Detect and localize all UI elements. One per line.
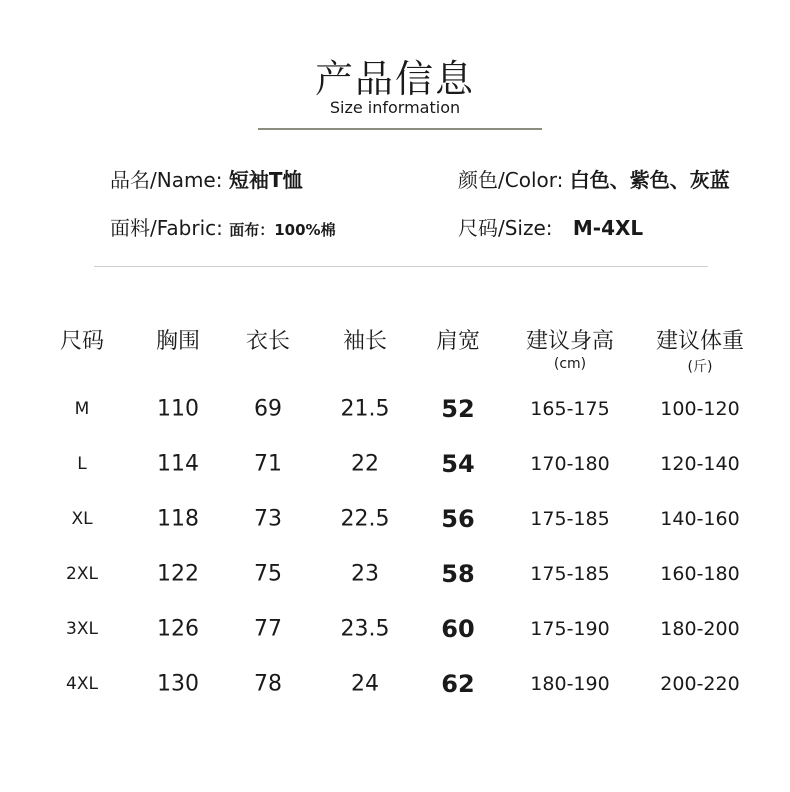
table-cell: 180-200	[660, 618, 740, 640]
table-cell: 2XL	[66, 564, 98, 584]
column-header: 胸围	[155, 329, 201, 354]
table-cell: 73	[254, 506, 282, 532]
table-cell: 78	[254, 671, 282, 697]
table-cell: 69	[254, 396, 282, 422]
table-cell: 75	[254, 561, 282, 587]
table-cell: 21.5	[340, 396, 390, 422]
table-cell: 52	[441, 395, 475, 423]
info-size-label: 尺码/Size:	[458, 216, 553, 240]
table-cell: 175-190	[530, 618, 610, 640]
title-divider	[258, 128, 542, 130]
table-cell: 77	[254, 616, 282, 642]
table-cell: 23.5	[340, 616, 390, 642]
page-subtitle: Size information	[329, 98, 461, 117]
table-cell: 24	[351, 671, 379, 697]
table-cell: 114	[157, 451, 199, 477]
info-fabric-value: 面布：100%棉	[229, 221, 336, 239]
table-cell: 54	[441, 450, 475, 478]
info-color-label: 颜色/Color:	[458, 168, 564, 192]
column-header: 尺码	[59, 329, 105, 354]
table-cell: 140-160	[660, 508, 740, 530]
column-header: 建议身高	[525, 329, 615, 354]
table-cell: 175-185	[530, 508, 610, 530]
table-cell: 62	[441, 670, 475, 698]
column-header: 袖长	[342, 329, 388, 354]
column-unit: (斤)	[687, 359, 713, 375]
info-color-value: 白色、紫色、灰蓝	[569, 168, 730, 192]
table-cell: 160-180	[660, 563, 740, 585]
table-cell: 175-185	[530, 563, 610, 585]
table-cell: 56	[441, 505, 475, 533]
page-title: 产品信息	[314, 57, 475, 101]
table-cell: 58	[441, 560, 475, 588]
info-size	[458, 212, 643, 241]
table-cell: 3XL	[66, 619, 98, 639]
table-cell: 22	[351, 451, 379, 477]
table-cell: 165-175	[530, 398, 610, 420]
table-cell: 110	[157, 396, 199, 422]
column-header: 建议体重	[655, 329, 745, 354]
table-cell: 4XL	[66, 674, 98, 694]
table-cell: 200-220	[660, 673, 740, 695]
info-name	[110, 164, 303, 193]
info-name-value: 短袖T恤	[228, 168, 303, 192]
table-cell: 22.5	[340, 506, 390, 532]
table-cell: 120-140	[660, 453, 740, 475]
column-header: 衣长	[245, 329, 291, 354]
info-name-label: 品名/Name:	[110, 168, 223, 192]
table-cell: 170-180	[530, 453, 610, 475]
table-cell: 180-190	[530, 673, 610, 695]
table-cell: 100-120	[660, 398, 740, 420]
info-size-value: M-4XL	[572, 216, 644, 240]
info-fabric-label: 面料/Fabric:	[110, 216, 223, 240]
table-cell: M	[74, 399, 90, 419]
table-cell: 126	[157, 616, 199, 642]
table-cell: 122	[157, 561, 199, 587]
table-cell: 23	[351, 561, 379, 587]
column-unit: (cm)	[553, 356, 587, 372]
table-cell: 71	[254, 451, 282, 477]
table-cell: 130	[157, 671, 199, 697]
column-header: 肩宽	[435, 329, 481, 354]
info-divider	[94, 266, 708, 267]
info-color	[458, 164, 730, 193]
table-cell: L	[77, 454, 87, 474]
table-cell: XL	[71, 509, 93, 529]
table-cell: 60	[441, 615, 475, 643]
table-cell: 118	[157, 506, 199, 532]
info-fabric	[110, 212, 336, 241]
